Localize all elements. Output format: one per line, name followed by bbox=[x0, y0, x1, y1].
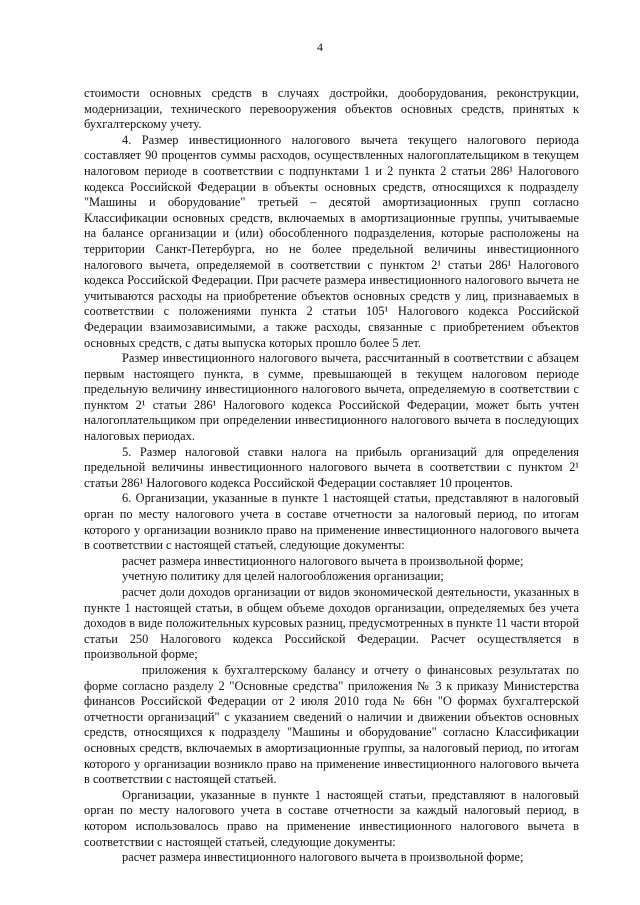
paragraph: Размер инвестиционного налогового вычета, рассчитанный в соответствии с абзацем первым настоящего пункта, в сумме, превышающей в текущем налоговом периоде предельную величину инвестиционного налогового вычета, определяемую в соответствии с пунктом 2¹ статьи 286¹ Налогового кодекса Российской Федерации, может быть учтен налогоплательщиком при определении инвестиционного налогового вычета в последующих налоговых периодах. bbox=[84, 351, 579, 444]
paragraph: стоимости основных средств в случаях достройки, дооборудования, реконструкции, модернизации, технического перевооружения объектов основных средств, принятых к бухгалтерскому учету. bbox=[84, 86, 579, 132]
paragraph: 4. Размер инвестиционного налогового вычета текущего налогового периода составляет 90 процентов суммы расходов, осуществленных налогоплательщиком в текущем налоговом периоде в соответствии с подпунктами 1 и 2 пункта 2 статьи 286¹ Налогового кодекса Российской Федерации в объекты основных средств, относящихся к подразделу "Машины и оборудование" третьей – десятой амортизационных групп согласно Классификации основных средств, включаемых в амортизационные группы, учитываемые на балансе организации и (или) обособленного подразделения, которые расположены на территории Санкт-Петербурга, но не более предельной величины инвестиционного налогового вычета, определяемой в соответствии с пунктом 2¹ статьи 286¹ Налогового кодекса Российской Федерации. При расчете размера инвестиционного налогового вычета не учитываются расходы на приобретение объектов основных средств у лиц, признаваемых в соответствии с положениями пункта 2 статьи 105¹ Налогового кодекса Российской Федерации взаимозависимыми, а также расходы, связанные с приобретением объектов основных средств, с даты выпуска которых прошло более 5 лет. bbox=[84, 132, 579, 350]
paragraph: 5. Размер налоговой ставки налога на прибыль организаций для определения предельной величины инвестиционного налогового вычета в соответствии с пунктом 2¹ статьи 286¹ Налогового кодекса Российской Федерации составляет 10 процентов. bbox=[84, 444, 579, 490]
paragraph: приложения к бухгалтерскому балансу и отчету о финансовых результатах по форме согласно разделу 2 "Основные средства" приложения № 3 к приказу Министерства финансов Российской Федерации от 2 июля 2010 года № 66н "О формах бухгалтерской отчетности организаций" с указанием сведений о наличии и движении объектов основных средств, относящихся к подразделу "Машины и оборудование" согласно Классификации основных средств, включаемых в амортизационные группы, за налоговый период, по итогам которого у организации возникло право на применение инвестиционного налогового вычета в соответствии с настоящей статьей. bbox=[84, 662, 579, 787]
page-number: 4 bbox=[317, 40, 323, 54]
paragraph: Организации, указанные в пункте 1 настоящей статьи, представляют в налоговый орган по месту налогового учета в составе отчетности за каждый налоговый период, в котором использовалось право на применение инвестиционного налогового вычета в соответствии с настоящей статьей, следующие документы: bbox=[84, 787, 579, 849]
paragraph: расчет размера инвестиционного налогового вычета в произвольной форме; bbox=[122, 553, 524, 568]
paragraph: учетную политику для целей налогообложения организации; bbox=[122, 569, 444, 584]
document-body bbox=[84, 86, 579, 866]
paragraph: расчет доли доходов организации от видов экономической деятельности, указанных в пункте 1 настоящей статьи, в общем объеме доходов организации, определяемых без учета доходов в виде положительных курсовых разниц, предусмотренных в пункте 11 части второй статьи 250 Налогового кодекса Российской Федерации. Расчет осуществляется в произвольной форме; bbox=[84, 585, 579, 662]
paragraph: 6. Организации, указанные в пункте 1 настоящей статьи, представляют в налоговый орган по месту налогового учета в составе отчетности за налоговый период, по итогам которого у организации возникло право на применение инвестиционного налогового вычета в соответствии с настоящей статьей, следующие документы: bbox=[84, 491, 579, 553]
paragraph: расчет размера инвестиционного налогового вычета в произвольной форме; bbox=[122, 850, 524, 865]
